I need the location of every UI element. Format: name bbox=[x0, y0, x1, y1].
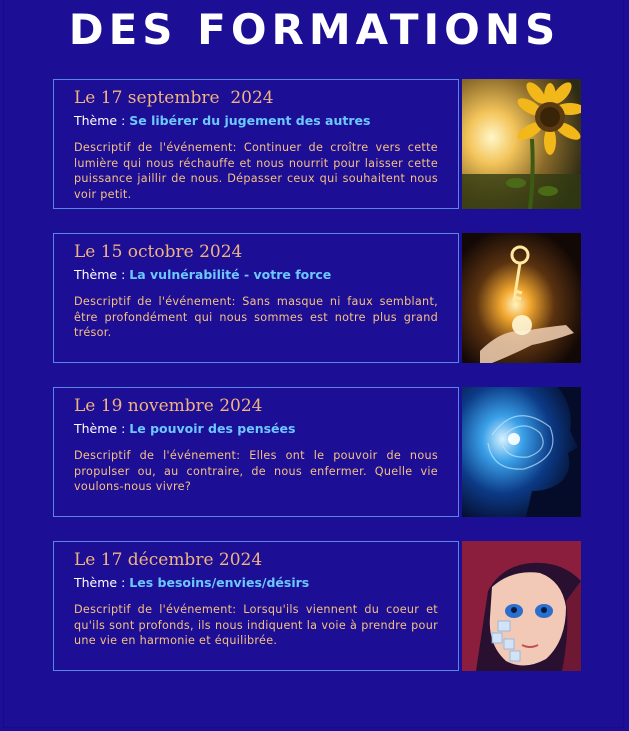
theme-label: Thème : bbox=[74, 267, 130, 282]
event-theme bbox=[74, 575, 309, 590]
theme-value: Les besoins/envies/désirs bbox=[129, 575, 310, 590]
event-date: Le 15 octobre 2024 bbox=[74, 242, 243, 262]
puzzle-face-girl-image bbox=[462, 541, 581, 671]
glowing-key-hand-image bbox=[462, 233, 581, 363]
theme-value: Se libérer du jugement des autres bbox=[129, 113, 371, 128]
theme-label: Thème : bbox=[74, 575, 130, 590]
event-date: Le 17 septembre 2024 bbox=[74, 88, 274, 108]
event-theme bbox=[74, 421, 295, 436]
theme-value: La vulnérabilité - votre force bbox=[129, 267, 332, 282]
page-title: DES FORMATIONS bbox=[68, 5, 561, 54]
event-description: Descriptif de l'événement: Elles ont le pouvoir de nous propulser ou, au contraire, de nous enfermer. Quelle vie voulons-nous vivre? bbox=[74, 449, 438, 493]
event-theme bbox=[74, 113, 370, 128]
sunflower-image bbox=[462, 79, 581, 209]
event-card-november bbox=[53, 387, 459, 517]
event-theme bbox=[74, 267, 331, 282]
event-description: Descriptif de l'événement: Continuer de croître vers cette lumière qui nous réchauffe et nous nourrit pour laisser cette puissance jaillir de nous. Dépasser ceux qui souhaitent nous voir petit. bbox=[74, 141, 438, 201]
theme-value: Le pouvoir des pensées bbox=[129, 421, 296, 436]
event-date: Le 17 décembre 2024 bbox=[74, 550, 263, 570]
galaxy-head-image bbox=[462, 387, 581, 517]
event-description: Descriptif de l'événement: Lorsqu'ils viennent du coeur et qu'ils sont profonds, ils nous indiquent la voie à prendre pour une vie en harmonie et équilibrée. bbox=[74, 603, 438, 647]
theme-label: Thème : bbox=[74, 113, 130, 128]
event-date: Le 19 novembre 2024 bbox=[74, 396, 263, 416]
theme-label: Thème : bbox=[74, 421, 130, 436]
event-card-october bbox=[53, 233, 459, 363]
event-card-december bbox=[53, 541, 459, 671]
event-description: Descriptif de l'événement: Sans masque ni faux semblant, être profondément qui nous sommes est notre plus grand trésor. bbox=[74, 295, 438, 339]
event-card-september bbox=[53, 79, 459, 209]
